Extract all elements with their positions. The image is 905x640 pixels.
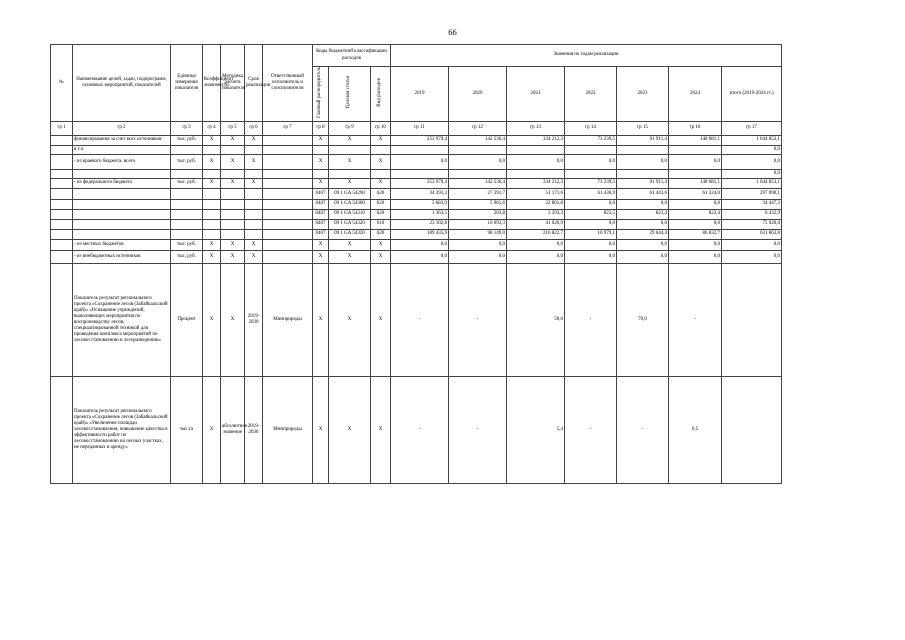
gr-label: гр 16 (669, 121, 722, 135)
table-cell: 5 683,9 (391, 199, 449, 209)
table-cell: 297 090,1 (722, 188, 782, 199)
table-cell: 75 020,0 (722, 219, 782, 229)
table-row (51, 145, 782, 154)
table-cell (171, 209, 203, 219)
table-cell (171, 199, 203, 209)
table-cell: 253 979,4 (391, 135, 449, 145)
gr-label: гр 7 (263, 121, 313, 135)
table-cell: 823,4 (669, 209, 722, 219)
table-cell: 29 644,4 (617, 229, 669, 239)
table-cell: 0,0 (507, 154, 565, 169)
indicator-cell: Показатель результат регионального проекта «Сохранение лесов (Забайкальский край)» «Увеличение площади лесовосстановления, повышение качества и эффективности работ по лесовосстановлению на лесных участках, не переданных в аренду» (73, 376, 171, 483)
indicator-cell: - (391, 263, 449, 376)
table-cell (449, 145, 507, 154)
table-cell (51, 169, 73, 178)
table-cell (507, 169, 565, 178)
indicator-cell: X (203, 376, 221, 483)
header-codes-group: Коды бюджетной классификации расходов (313, 45, 391, 67)
table-cell: X (245, 239, 263, 250)
table-cell: 0407 (313, 229, 329, 239)
table-cell (51, 199, 73, 209)
table-cell: X (329, 135, 371, 145)
table-cell: X (203, 154, 221, 169)
indicator-cell: X (371, 263, 391, 376)
table-cell: 0,0 (391, 239, 449, 250)
header-year-2019: 2019 (391, 67, 449, 122)
table-row (51, 209, 782, 219)
table-cell: 620 (371, 209, 391, 219)
table-cell (51, 145, 73, 154)
table-cell (73, 209, 171, 219)
table-cell (171, 145, 203, 154)
table-cell (329, 169, 371, 178)
table-cell (51, 135, 73, 145)
indicator-cell: - (617, 376, 669, 483)
table-cell: 142 536,4 (449, 178, 507, 188)
indicator-cell: X (313, 376, 329, 483)
table-cell: 0407 (313, 219, 329, 229)
table-cell: X (313, 135, 329, 145)
indicator-cell: 70,0 (617, 263, 669, 376)
header-term: Срок реализации (245, 45, 263, 122)
table-cell: X (371, 154, 391, 169)
table-cell: 91 911,4 (617, 135, 669, 145)
table-cell: 10 093,3 (449, 219, 507, 229)
gr-label: гр 6 (245, 121, 263, 135)
gr-label: гр 3 (171, 121, 203, 135)
header-unit: Единица измерения показателя (171, 45, 203, 122)
gr-label: гр 13 (507, 121, 565, 135)
table-cell: X (245, 178, 263, 188)
indicator-cell: X (329, 263, 371, 376)
budget-table (50, 44, 782, 484)
table-cell (245, 169, 263, 178)
table-cell (221, 145, 245, 154)
table-cell (203, 145, 221, 154)
indicator-cell: X (313, 263, 329, 376)
table-cell: X (313, 250, 329, 263)
table-cell: X (313, 154, 329, 169)
table-row (51, 178, 782, 188)
table-cell: X (371, 239, 391, 250)
indicator-cell: Показатель результат регионального проекта «Сохранение лесов (Забайкальский край)» «Оснащение учреждений, выполняющих мероприятия по воспроизводству лесов, специализированной техникой для проведения комплекса мероприятий по лесовосстановлению и лесоразведению» (73, 263, 171, 376)
table-cell (245, 209, 263, 219)
gr-label: гр 17 (722, 121, 782, 135)
table-cell: 51 171,6 (507, 188, 565, 199)
table-cell: X (371, 250, 391, 263)
table-cell: финансирования за счет всех источников: (73, 135, 171, 145)
table-cell: 631 863,8 (722, 229, 782, 239)
table-cell: 0,0 (669, 219, 722, 229)
table-cell: 0,0 (565, 154, 617, 169)
table-cell (203, 229, 221, 239)
table-cell (371, 169, 391, 178)
table-cell (221, 169, 245, 178)
table-cell: 34 447,3 (722, 199, 782, 209)
header-code-main: Главный распорядитель (317, 67, 323, 118)
indicator-row (51, 376, 782, 483)
indicator-cell (722, 263, 782, 376)
table-cell: тыс. руб. (171, 239, 203, 250)
table-row (51, 250, 782, 263)
table-cell (263, 219, 313, 229)
table-cell (203, 219, 221, 229)
header-year-2024: 2024 (669, 67, 722, 122)
gr-label: гр 12 (449, 121, 507, 135)
table-cell (51, 239, 73, 250)
table-cell (51, 250, 73, 263)
table-cell: 0,0 (565, 239, 617, 250)
table-cell: 0,0 (722, 154, 782, 169)
table-cell (245, 229, 263, 239)
header-code-target: Целевая статья (346, 76, 352, 109)
table-cell (73, 188, 171, 199)
table-cell (73, 229, 171, 239)
table-cell: - из краевого бюджета, всего (73, 154, 171, 169)
indicator-cell: 5,4 (507, 376, 565, 483)
table-cell (73, 169, 171, 178)
header-method: Методика расчета показателя (221, 45, 245, 122)
table-cell: 0,0 (617, 239, 669, 250)
table-cell (221, 209, 245, 219)
table-cell: 5 961,6 (449, 199, 507, 209)
header-year-2022: 2022 (565, 67, 617, 122)
table-cell (313, 169, 329, 178)
header-year-2023: 2023 (617, 67, 669, 122)
table-cell (263, 154, 313, 169)
table-cell: 41 020,9 (507, 219, 565, 229)
header-code-type: Вид расходов (377, 78, 383, 107)
indicator-cell: - (449, 376, 507, 483)
header-no: № (51, 45, 73, 122)
table-cell: 09 1 GA 54300 (329, 199, 371, 209)
table-cell: X (245, 154, 263, 169)
table-row (51, 135, 782, 145)
table-row (51, 229, 782, 239)
gr-label: гр 9 (329, 121, 371, 135)
gr-label: гр 11 (391, 121, 449, 135)
indicator-cell: тыс.га (171, 376, 203, 483)
table-cell: 620 (371, 199, 391, 209)
table-cell: X (371, 178, 391, 188)
table-cell: тыс. руб. (171, 250, 203, 263)
table-cell: 0,0 (565, 250, 617, 263)
table-cell (449, 169, 507, 178)
table-cell: 27 391,7 (449, 188, 507, 199)
table-cell: 0,0 (565, 199, 617, 209)
table-cell (51, 209, 73, 219)
table-cell: 142 536,4 (449, 135, 507, 145)
table-cell (51, 154, 73, 169)
table-cell: 253 979,4 (391, 178, 449, 188)
table-cell: 98 149,0 (449, 229, 507, 239)
table-cell (263, 229, 313, 239)
table-cell: X (203, 135, 221, 145)
table-cell: 334 212,3 (507, 135, 565, 145)
indicator-cell (51, 376, 73, 483)
table-cell: 0,0 (722, 145, 782, 154)
table-cell: 61 324,0 (669, 188, 722, 199)
table-cell: 61 436,9 (565, 188, 617, 199)
table-cell: тыс. руб. (171, 135, 203, 145)
table-cell: 0407 (313, 209, 329, 219)
gr-label: гр 2 (73, 121, 171, 135)
table-cell (263, 188, 313, 199)
table-cell (171, 188, 203, 199)
header-year-2021: 2021 (507, 67, 565, 122)
table-cell (221, 188, 245, 199)
table-cell (203, 188, 221, 199)
table-cell: тыс. руб. (171, 154, 203, 169)
indicator-cell: X (329, 376, 371, 483)
table-cell: 0,0 (617, 199, 669, 209)
table-cell: - из местных бюджетов (73, 239, 171, 250)
table-cell: 73 239,5 (565, 178, 617, 188)
header-responsible: Ответственный исполнитель и соисполнители (263, 45, 313, 122)
table-cell: 0,0 (507, 239, 565, 250)
gr-label: гр 5 (221, 121, 245, 135)
table-cell: 0,0 (617, 250, 669, 263)
table-cell: 23 102,8 (391, 219, 449, 229)
table-cell (263, 169, 313, 178)
header-name: Наименование целей, задач, подпрограмм, основных мероприятий, показателей (73, 45, 171, 122)
indicator-cell: абсолютное значение (221, 376, 245, 483)
table-cell: 0,0 (722, 250, 782, 263)
table-cell: 09 1 GA 54310 (329, 209, 371, 219)
table-cell: 0,0 (722, 239, 782, 250)
gr-label: гр 4 (203, 121, 221, 135)
indicator-cell: - (449, 263, 507, 376)
table-cell: X (313, 239, 329, 250)
table-cell: X (371, 135, 391, 145)
table-cell: 823,4 (617, 209, 669, 219)
table-cell: 0,0 (669, 199, 722, 209)
indicator-cell: Минприроды (263, 263, 313, 376)
table-cell: X (221, 178, 245, 188)
table-cell: 823,5 (565, 209, 617, 219)
table-cell: 09 1 GA 54290 (329, 188, 371, 199)
table-cell: 0,0 (391, 250, 449, 263)
table-cell (391, 169, 449, 178)
table-cell: 0,0 (617, 154, 669, 169)
table-cell: - из федерального бюджета (73, 178, 171, 188)
table-cell (51, 219, 73, 229)
table-cell (263, 199, 313, 209)
table-cell: X (221, 239, 245, 250)
indicator-cell: 2019-2030 (245, 263, 263, 376)
table-cell (507, 145, 565, 154)
table-cell (245, 219, 263, 229)
table-cell (313, 145, 329, 154)
table-cell: 0,0 (565, 219, 617, 229)
indicator-cell: - (669, 263, 722, 376)
table-cell: X (245, 135, 263, 145)
table-cell: 73 239,5 (565, 135, 617, 145)
table-cell (203, 169, 221, 178)
header-values-group: Значения по годам реализации (391, 45, 782, 67)
table-cell (73, 199, 171, 209)
table-cell: 0407 (313, 188, 329, 199)
table-cell: X (329, 250, 371, 263)
table-cell: в т.ч. (73, 145, 171, 154)
table-cell: X (221, 250, 245, 263)
table-row (51, 169, 782, 178)
table-cell: X (203, 239, 221, 250)
table-cell: X (329, 239, 371, 250)
indicator-cell: X (203, 263, 221, 376)
gr-label: гр 10 (371, 121, 391, 135)
table-cell (245, 188, 263, 199)
table-cell: 216 822,7 (507, 229, 565, 239)
table-cell: X (221, 135, 245, 145)
table-cell: 620 (371, 188, 391, 199)
table-cell (669, 169, 722, 178)
indicator-cell (51, 263, 73, 376)
table-cell (221, 229, 245, 239)
table-cell (171, 219, 203, 229)
table-cell (263, 209, 313, 219)
table-cell (221, 199, 245, 209)
table-cell: тыс. руб. (171, 178, 203, 188)
table-cell: X (329, 154, 371, 169)
table-cell: X (221, 154, 245, 169)
gr-label: гр 15 (617, 121, 669, 135)
table-cell (617, 169, 669, 178)
table-cell (51, 229, 73, 239)
table-cell (263, 250, 313, 263)
table-cell (245, 199, 263, 209)
table-row (51, 188, 782, 199)
table-cell (263, 178, 313, 188)
table-cell (617, 145, 669, 154)
table-cell: X (203, 250, 221, 263)
indicator-row (51, 263, 782, 376)
table-cell (245, 145, 263, 154)
indicator-cell: 2019-2030 (245, 376, 263, 483)
indicator-cell: - (391, 376, 449, 483)
gr-label: гр 8 (313, 121, 329, 135)
table-cell (565, 145, 617, 154)
table-cell: 2 393,3 (507, 209, 565, 219)
table-cell: 86 832,7 (669, 229, 722, 239)
table-cell: 0,0 (449, 154, 507, 169)
table-row (51, 154, 782, 169)
table-cell: 0,0 (449, 239, 507, 250)
indicator-cell: Минприроды (263, 376, 313, 483)
indicator-cell: X (221, 263, 245, 376)
table-cell (669, 145, 722, 154)
table-cell: - из внебюджетных источников (73, 250, 171, 263)
table-cell (171, 229, 203, 239)
table-cell (203, 209, 221, 219)
header-coef: Коэффициент значимости (203, 45, 221, 122)
table-cell: 0,0 (722, 169, 782, 178)
table-row (51, 199, 782, 209)
table-cell: 610 (371, 219, 391, 229)
gr-label: гр 1 (51, 121, 73, 135)
table-cell: 1 363,5 (391, 209, 449, 219)
indicator-cell: - (565, 376, 617, 483)
table-cell (73, 219, 171, 229)
table-row (51, 239, 782, 250)
table-cell: 0,0 (449, 250, 507, 263)
table-cell: 0,0 (617, 219, 669, 229)
table-cell (263, 145, 313, 154)
table-cell: 0,0 (669, 239, 722, 250)
table-cell: 10 979,1 (565, 229, 617, 239)
gr-label: гр 14 (565, 121, 617, 135)
table-cell (263, 135, 313, 145)
table-cell: 0,0 (669, 250, 722, 263)
table-cell (371, 145, 391, 154)
header-year-total: итого (2019-2024 гг.) (722, 67, 782, 122)
table-cell: 0407 (313, 199, 329, 209)
indicator-cell: X (371, 376, 391, 483)
table-cell: 91 911,4 (617, 178, 669, 188)
indicator-cell (722, 376, 782, 483)
table-row (51, 219, 782, 229)
table-cell (51, 188, 73, 199)
table-cell: 6 432,9 (722, 209, 782, 219)
table-cell: X (313, 178, 329, 188)
table-cell (51, 178, 73, 188)
table-cell: 148 681,1 (669, 178, 722, 188)
table-cell (329, 145, 371, 154)
table-cell: 22 801,8 (507, 199, 565, 209)
table-cell: X (245, 250, 263, 263)
table-cell (263, 239, 313, 250)
table-cell: X (203, 178, 221, 188)
table-cell: 148 681,1 (669, 135, 722, 145)
table-cell: 1 044 853,1 (722, 178, 782, 188)
table-cell (203, 199, 221, 209)
table-cell: 61 443,6 (617, 188, 669, 199)
indicator-cell: 50,0 (507, 263, 565, 376)
header-year-2020: 2020 (449, 67, 507, 122)
table-cell (391, 145, 449, 154)
table-cell: 09 1 GA 54320 (329, 219, 371, 229)
table-cell: 203,8 (449, 209, 507, 219)
table-cell (221, 219, 245, 229)
table-cell: 0,0 (507, 250, 565, 263)
table-cell: 620 (371, 229, 391, 239)
table-cell (171, 169, 203, 178)
table-cell: X (329, 178, 371, 188)
table-cell: 0,0 (391, 154, 449, 169)
indicator-cell: 6,5 (669, 376, 722, 483)
table-cell: 189 435,9 (391, 229, 449, 239)
table-cell (565, 169, 617, 178)
table-cell: 334 212,3 (507, 178, 565, 188)
table-cell: 0,0 (669, 154, 722, 169)
table-cell: 1 044 853,1 (722, 135, 782, 145)
page-number: 66 (448, 27, 457, 37)
table-cell: 34 393,3 (391, 188, 449, 199)
indicator-cell: - (565, 263, 617, 376)
indicator-cell: Процент (171, 263, 203, 376)
table-cell: 09 1 GA 54320 (329, 229, 371, 239)
